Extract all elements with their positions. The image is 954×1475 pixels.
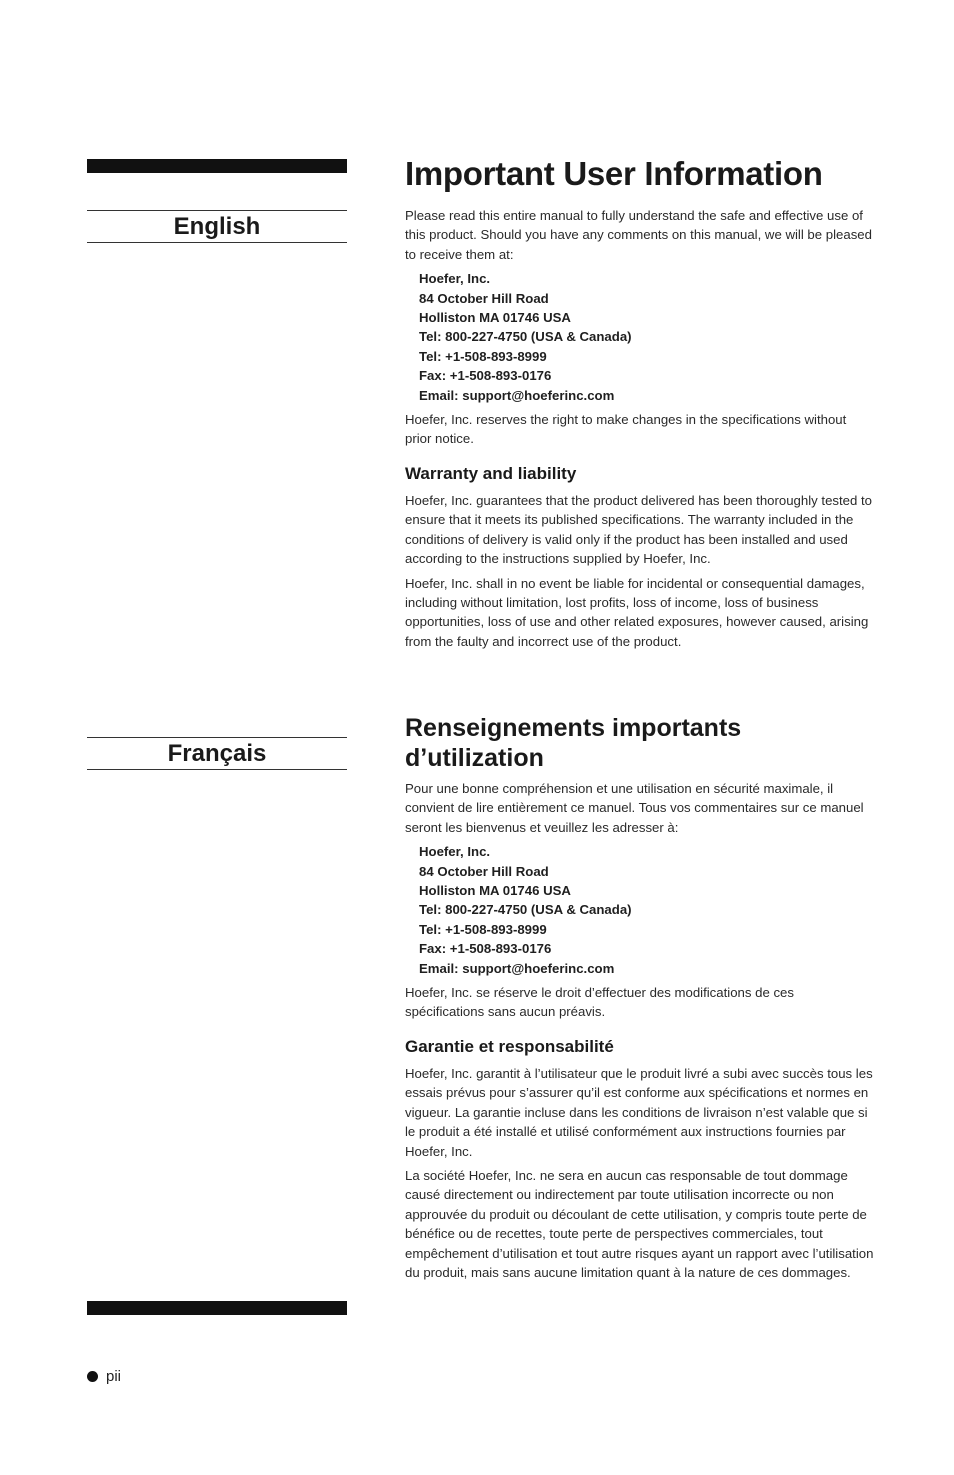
french-warranty-heading: Garantie et responsabilité xyxy=(405,1036,614,1056)
address-line: Tel: +1-508-893-8999 xyxy=(419,348,547,364)
bottom-black-bar xyxy=(87,1301,347,1315)
address-line: Tel: 800-227-4750 (USA & Canada) xyxy=(419,902,632,918)
english-section-label: English xyxy=(87,210,347,243)
address-email-line: Email: support@hoeferinc.com xyxy=(419,960,615,976)
english-warranty-heading: Warranty and liability xyxy=(405,463,577,483)
english-section xyxy=(405,155,875,651)
french-intro: Pour une bonne compréhension et une utilisation en sécurité maximale, il convient de lire entièrement ce manuel. Tous vos commentaires sur ce manuel seront les bienvenus et veuillez les adresser à: xyxy=(405,781,864,835)
top-black-bar xyxy=(87,159,347,173)
page-title: Important User Information xyxy=(405,155,823,192)
address-line: Hoefer, Inc. xyxy=(419,844,491,860)
english-liability-paragraph: Hoefer, Inc. shall in no event be liable for incidental or consequential damages, including without limitation, lost profits, loss of income, loss of business opportunities, loss of use and other related exposures, however caused, arising from the faulty and incorrect use of the product. xyxy=(405,575,869,649)
french-section-label: Français xyxy=(87,737,347,770)
address-line: Hoefer, Inc. xyxy=(419,271,491,287)
french-liability-paragraph: La société Hoefer, Inc. ne sera en aucun cas responsable de tout dommage causé directement ou indirectement par toute utilisation incorrecte ou non approuvée du produit ou découlant de cette utilisation, y compris toute perte de bénéfice ou de recettes, toute perte de perspectives commerciales, tout empêchement d’utilisation et tout autre risques ayant un rapport avec l’utilisation du produit, mais sans aucune limitation quant à la nature de ces dommages. xyxy=(405,1167,874,1280)
english-address-block xyxy=(419,269,875,405)
french-address-block xyxy=(419,842,875,978)
address-line: Tel: +1-508-893-8999 xyxy=(419,921,547,937)
french-reserve-notice: Hoefer, Inc. se réserve le droit d’effectuer des modifications de ces spécifications sans aucun préavis. xyxy=(405,985,794,1020)
french-title: Renseignements importants d’utilization xyxy=(405,714,742,772)
address-line: 84 October Hill Road xyxy=(419,863,549,879)
page-number: pii xyxy=(106,1368,122,1385)
address-line: Holliston MA 01746 USA xyxy=(419,883,571,899)
address-line: Fax: +1-508-893-0176 xyxy=(419,941,552,957)
address-line: 84 October Hill Road xyxy=(419,290,549,306)
english-warranty-paragraph: Hoefer, Inc. guarantees that the product delivered has been thoroughly tested to ensure that it meets its published specifications. The warranty included in the conditions of delivery is valid only if the product has been installed and used according to the instructions supplied by Hoefer, Inc. xyxy=(405,492,873,567)
address-line: Tel: 800-227-4750 (USA & Canada) xyxy=(419,329,632,345)
english-intro: Please read this entire manual to fully understand the safe and effective use of this product. Should you have any comments on this manual, we will be pleased to receive them at: xyxy=(405,208,872,262)
english-reserve-notice: Hoefer, Inc. reserves the right to make changes in the specifications without prior notice. xyxy=(405,412,847,447)
address-email-line: Email: support@hoeferinc.com xyxy=(419,387,615,403)
address-line: Holliston MA 01746 USA xyxy=(419,310,571,326)
french-warranty-paragraph: Hoefer, Inc. garantit à l’utilisateur que le produit livré a subi avec succès tous les essais prévus pour s’assurer qu’il est conforme aux spécifications et normes en vigueur. La garantie incluse dans les conditions de livraison n’est valable que si le produit a été installé et utilisé conformément aux instructions fournies par Hoefer, Inc. xyxy=(405,1065,873,1159)
french-section xyxy=(405,713,875,1282)
page-footer xyxy=(87,1368,121,1385)
address-line: Fax: +1-508-893-0176 xyxy=(419,368,552,384)
bullet-icon xyxy=(87,1371,98,1382)
